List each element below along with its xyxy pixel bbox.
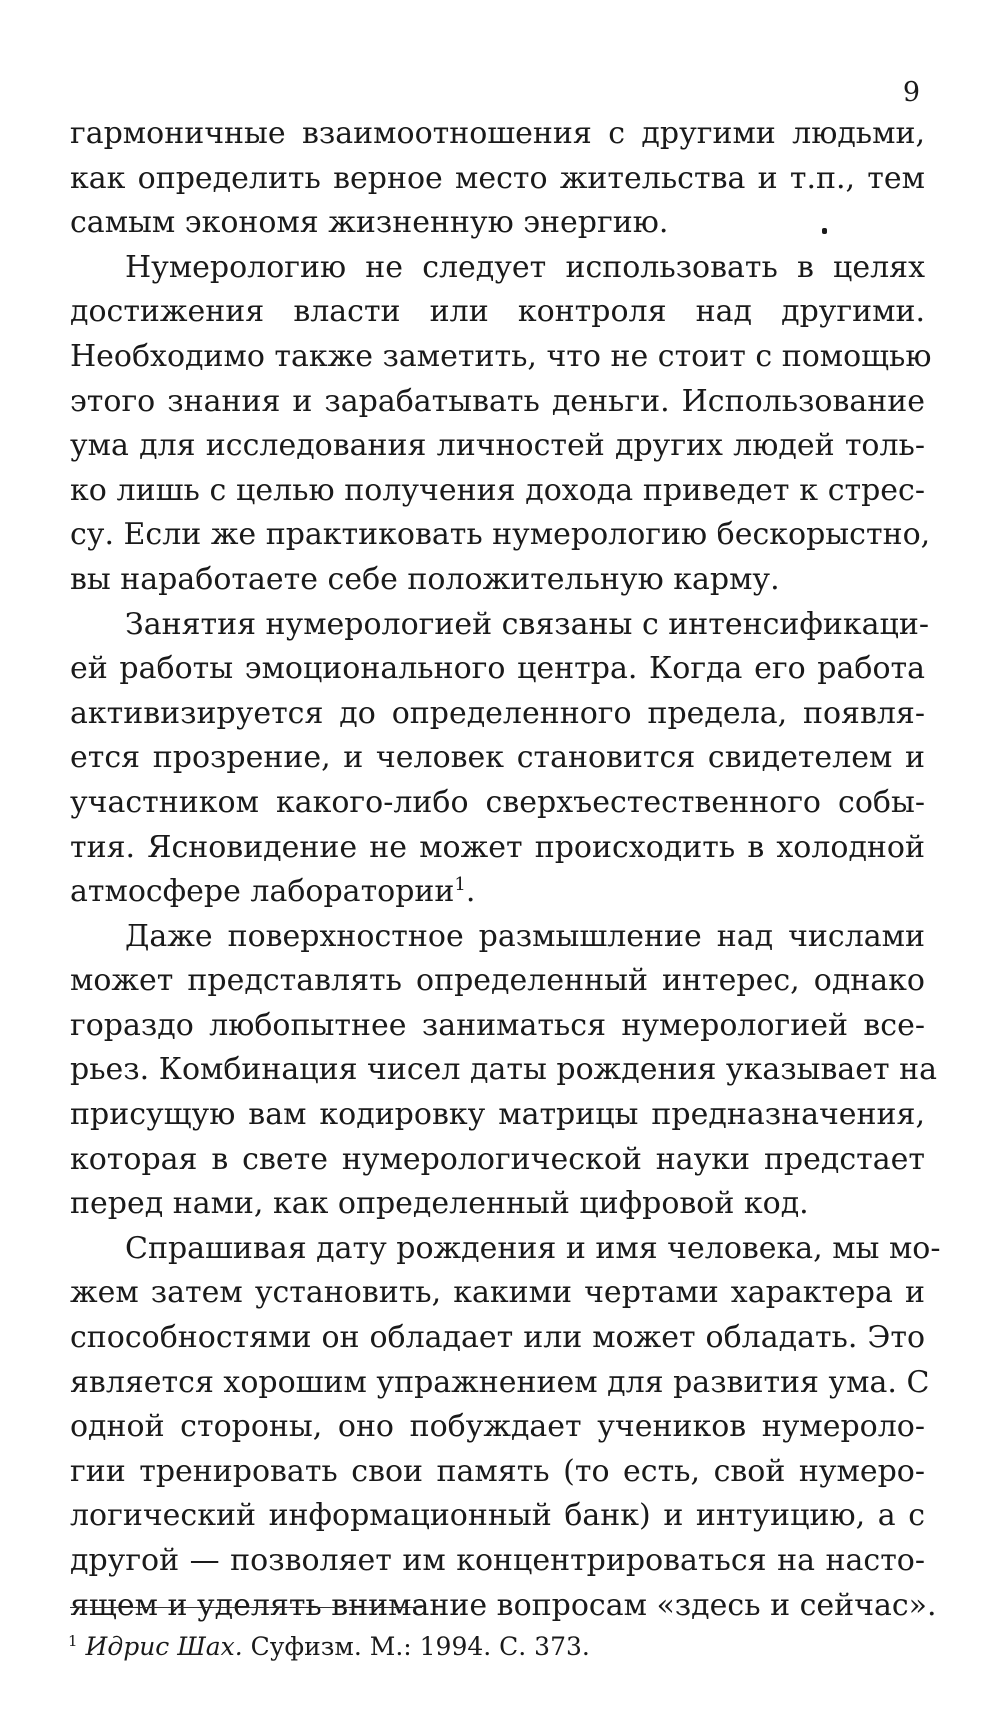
text-line: рьез. Комбинация чисел даты рождения указывает на bbox=[70, 1052, 937, 1088]
paragraph bbox=[70, 1227, 941, 1628]
footnote-text: Суфизм. М.: 1994. С. 373. bbox=[242, 1632, 590, 1661]
text-line: перед нами, как определенный цифровой код. bbox=[70, 1186, 809, 1222]
text-fragment: . bbox=[465, 874, 476, 910]
text-line: ума для исследования личностей других людей толь- bbox=[70, 428, 925, 464]
text-line: самым экономя жизненную энергию. bbox=[70, 205, 669, 241]
footnote-mark: 1 bbox=[68, 1631, 78, 1650]
text-line-with-footnote bbox=[70, 870, 925, 915]
text-line: Нумерологию не следует использовать в целях bbox=[125, 249, 925, 285]
footnote bbox=[68, 1631, 590, 1663]
text-line: активизируется до определенного предела, появля- bbox=[70, 695, 925, 731]
paragraph bbox=[70, 603, 929, 915]
text-line: ей работы эмоционального центра. Когда его работа bbox=[70, 651, 925, 687]
paragraph bbox=[70, 112, 925, 246]
text-line: гармоничные взаимоотношения с другими людьми, bbox=[70, 116, 925, 151]
text-line: ется прозрение, и человек становится свидетелем и bbox=[70, 740, 925, 776]
text-line: является хорошим упражнением для развития ума. С bbox=[70, 1364, 930, 1400]
text-line: су. Если же практиковать нумерологию бескорыстно, bbox=[70, 517, 931, 553]
text-line: гии тренировать свои память (то есть, свой нумеро- bbox=[70, 1453, 925, 1489]
text-line: как определить верное место жительства и т.п., тем bbox=[70, 160, 925, 196]
paragraph bbox=[70, 246, 932, 603]
text-line: Необходимо также заметить, что не стоит с помощью bbox=[70, 338, 932, 374]
text-line: Спрашивая дату рождения и имя человека, мы мо- bbox=[125, 1230, 941, 1266]
text-line: ко лишь с целью получения дохода приведет к стрес- bbox=[70, 472, 925, 508]
text-line: достижения власти или контроля над другими. bbox=[70, 294, 925, 330]
body-text bbox=[70, 112, 941, 1628]
page-number: 9 bbox=[902, 77, 920, 108]
text-line: этого знания и зарабатывать деньги. Использование bbox=[70, 383, 925, 419]
footnote-divider bbox=[70, 1607, 422, 1608]
text-line: одной стороны, оно побуждает учеников нумероло- bbox=[70, 1409, 925, 1445]
text-line: Даже поверхностное размышление над числами bbox=[125, 918, 925, 954]
text-line: которая в свете нумерологической науки предстает bbox=[70, 1141, 925, 1177]
text-line: жем затем установить, какими чертами характера и bbox=[70, 1275, 925, 1311]
footnote-reference: 1 bbox=[454, 874, 466, 896]
paragraph bbox=[70, 915, 937, 1227]
text-line: может представлять определенный интерес, однако bbox=[70, 963, 925, 999]
text-line: тия. Ясновидение не может происходить в холодной bbox=[70, 829, 925, 865]
text-line: ящем и уделять внимание вопросам «здесь и сейчас». bbox=[70, 1587, 937, 1623]
text-fragment: атмосфере лаборатории bbox=[70, 874, 455, 910]
footnote-author: Идрис Шах. bbox=[85, 1632, 243, 1661]
text-line: логический информационный банк) и интуицию, а с bbox=[70, 1498, 925, 1534]
text-line: участником какого-либо сверхъестественного собы- bbox=[70, 784, 925, 820]
text-line: присущую вам кодировку матрицы предназначения, bbox=[70, 1097, 925, 1133]
text-line: способностями он обладает или может обладать. Это bbox=[70, 1320, 925, 1356]
text-line: гораздо любопытнее заниматься нумерологией все- bbox=[70, 1007, 925, 1043]
text-line: Занятия нумерологией связаны с интенсификаци- bbox=[125, 606, 929, 642]
text-line: другой — позволяет им концентрироваться на насто- bbox=[70, 1543, 925, 1578]
text-line: вы наработаете себе положительную карму. bbox=[70, 561, 780, 597]
